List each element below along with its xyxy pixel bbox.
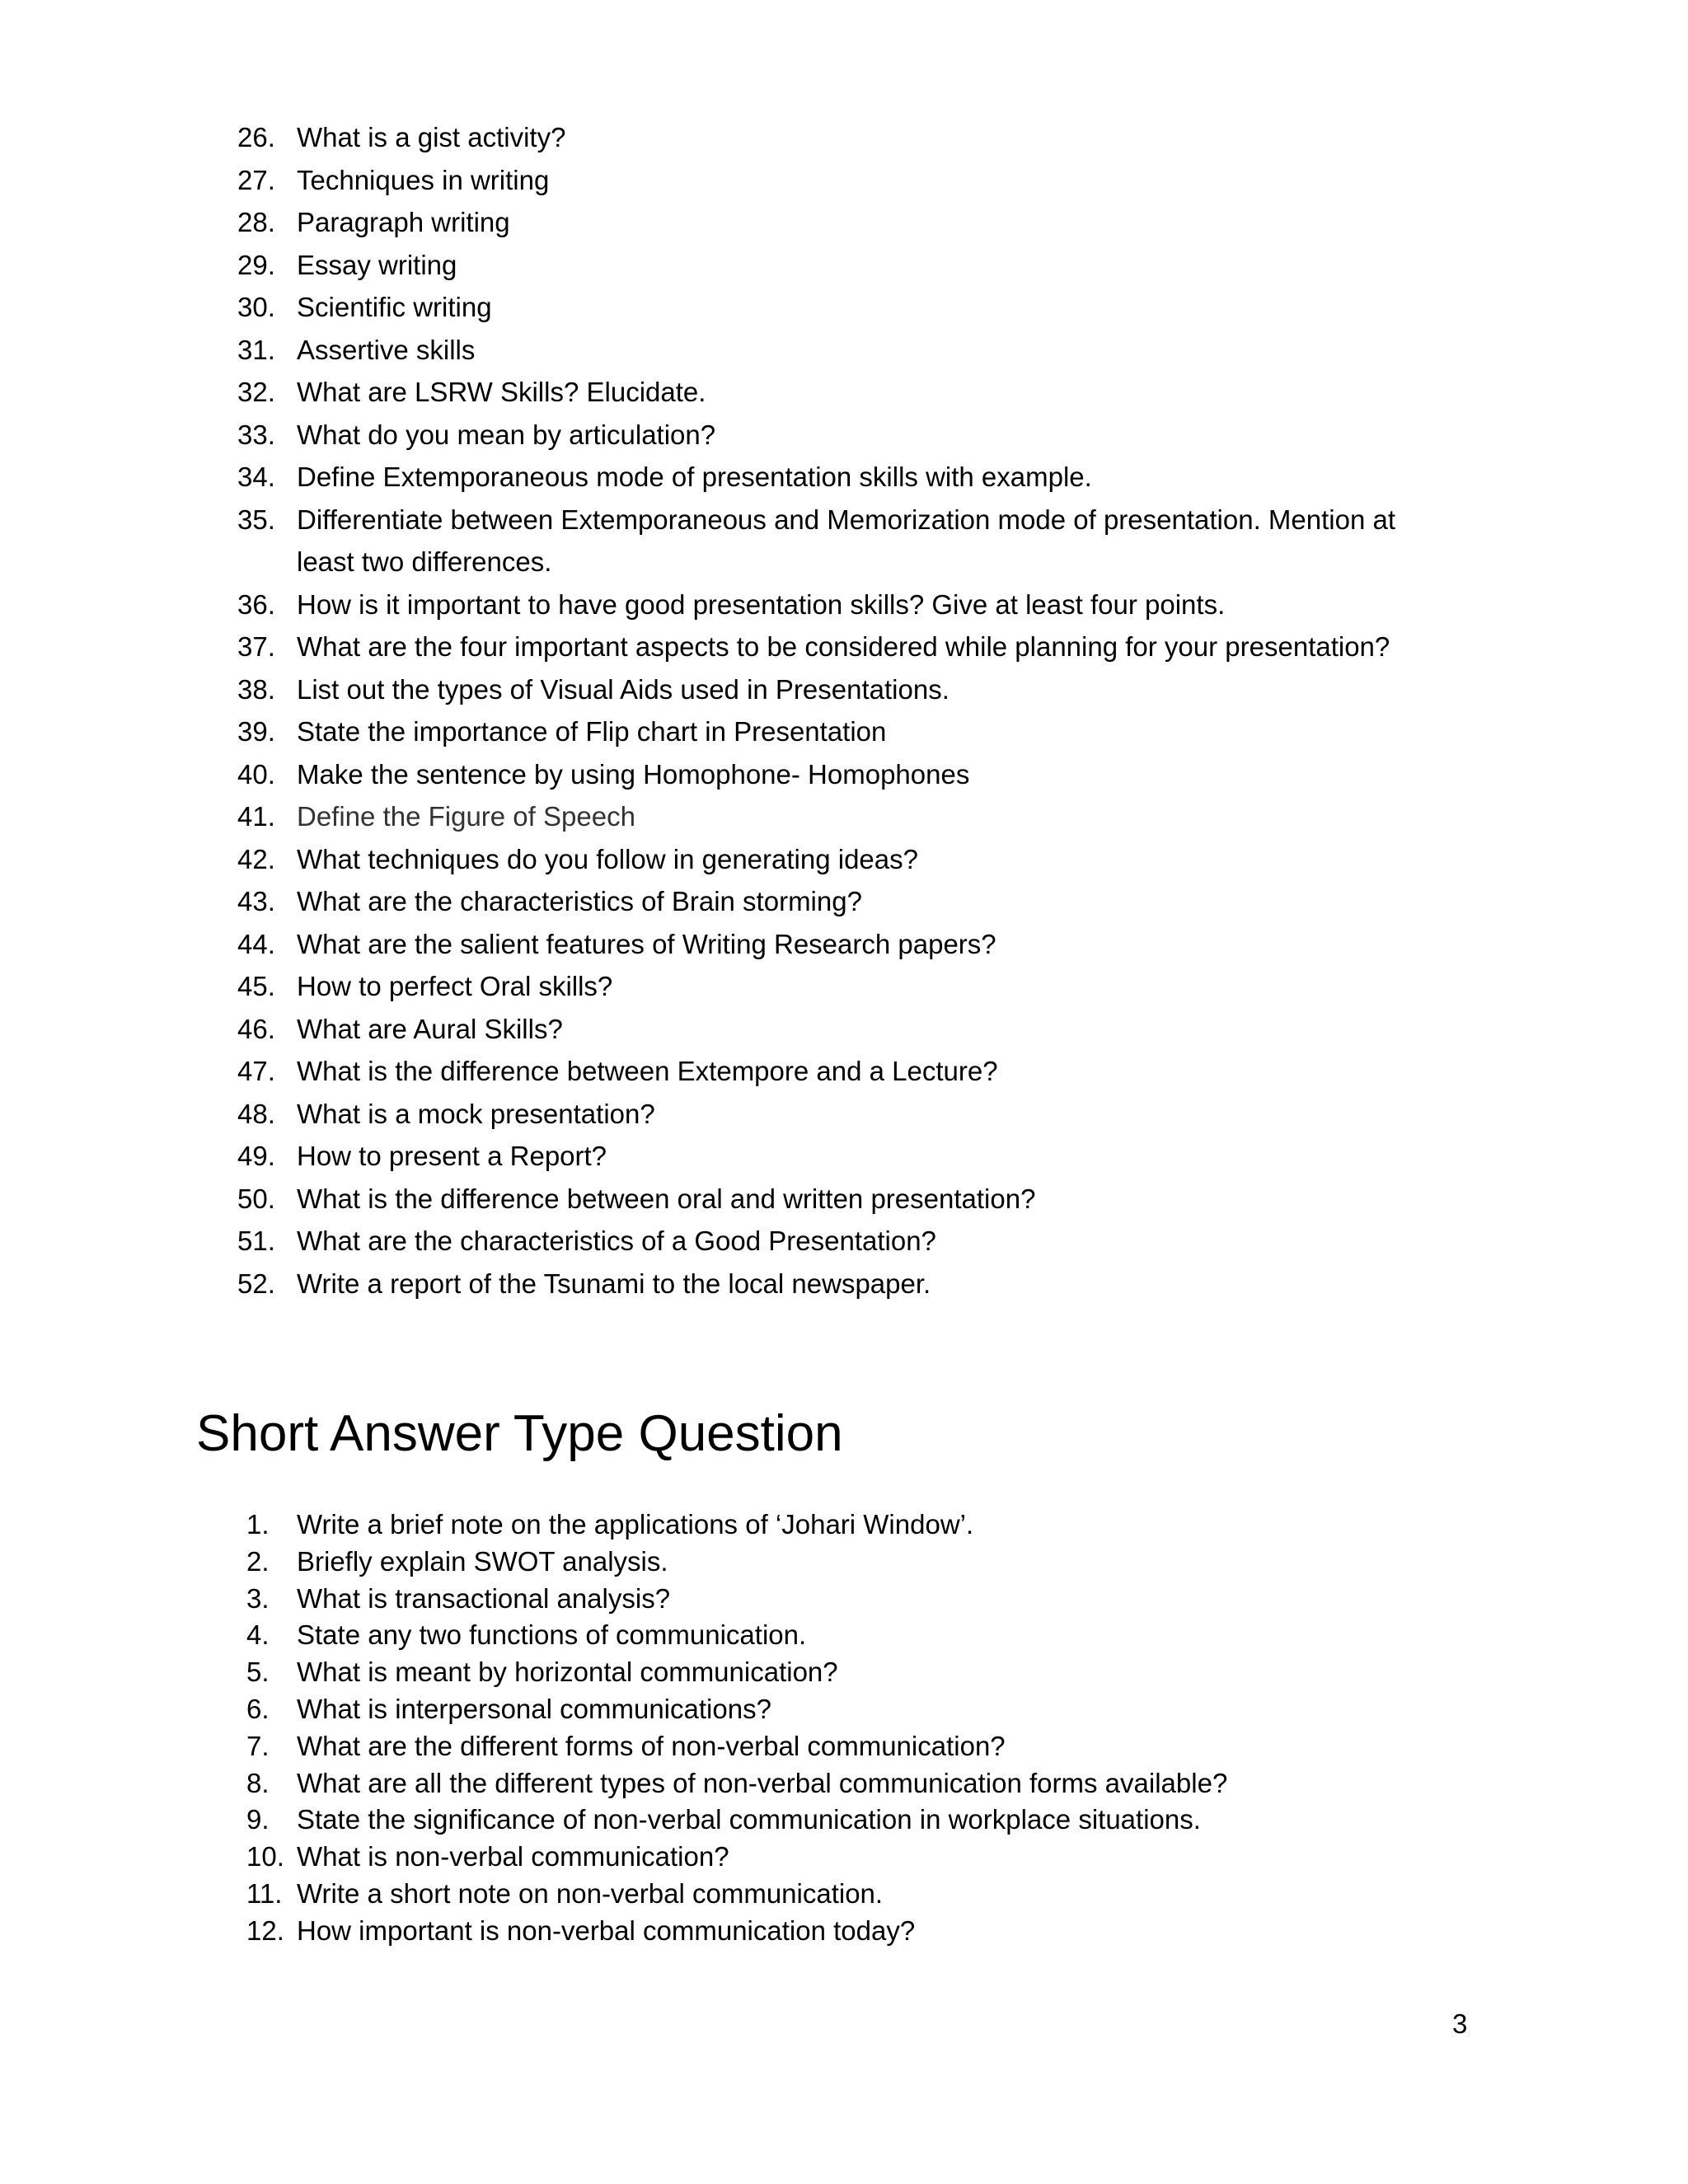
item-number: 52. xyxy=(237,1268,275,1299)
list-item xyxy=(237,159,1457,202)
list-item xyxy=(246,1507,1458,1544)
item-number: 12. xyxy=(246,1915,284,1946)
list-item xyxy=(237,201,1457,244)
item-text: Define the Figure of Speech xyxy=(297,801,635,832)
list-item xyxy=(237,116,1457,159)
item-text: What is the difference between oral and written presentation? xyxy=(297,1183,1036,1214)
list-item xyxy=(237,1008,1457,1051)
item-number: 40. xyxy=(237,758,275,790)
item-text: What are the four important aspects to be considered while planning for your presentation? xyxy=(297,631,1390,662)
list-item xyxy=(237,244,1457,287)
item-text: How to present a Report? xyxy=(297,1141,607,1171)
section-heading: Short Answer Type Question xyxy=(196,1405,843,1462)
item-text: Write a report of the Tsunami to the local newspaper. xyxy=(297,1268,931,1299)
item-number: 1. xyxy=(246,1509,270,1540)
item-text: What are the different forms of non-verbal communication? xyxy=(297,1730,1006,1761)
item-text: How to perfect Oral skills? xyxy=(297,971,613,1001)
item-text: List out the types of Visual Aids used in Presentations. xyxy=(297,673,950,705)
list-item xyxy=(246,1728,1458,1765)
page-number: 3 xyxy=(1452,2008,1468,2039)
list-item xyxy=(246,1876,1458,1913)
list-item xyxy=(237,1178,1457,1221)
item-number: 39. xyxy=(237,716,275,747)
item-number: 48. xyxy=(237,1098,275,1129)
item-number: 9. xyxy=(246,1804,270,1835)
item-number: 38. xyxy=(237,673,275,705)
item-number: 4. xyxy=(246,1619,270,1651)
list-item xyxy=(246,1544,1458,1581)
item-number: 45. xyxy=(237,971,275,1001)
item-number: 42. xyxy=(237,843,275,874)
item-text: What is the difference between Extempore and a Lecture? xyxy=(297,1056,998,1086)
list-item xyxy=(246,1654,1458,1691)
item-text: Assertive skills xyxy=(297,334,476,365)
item-number: 37. xyxy=(237,631,275,662)
item-number: 6. xyxy=(246,1693,270,1724)
list-item xyxy=(237,965,1457,1008)
item-text: Make the sentence by using Homophone- Homophones xyxy=(297,758,970,790)
item-text: What is a mock presentation? xyxy=(297,1098,655,1129)
item-text: What is a gist activity? xyxy=(297,122,566,152)
item-text: Essay writing xyxy=(297,249,457,280)
item-text: How is it important to have good presentation skills? Give at least four points. xyxy=(297,588,1226,620)
item-number: 50. xyxy=(237,1183,275,1214)
item-number: 28. xyxy=(237,207,275,237)
item-text: State any two functions of communication. xyxy=(297,1619,807,1651)
item-text: Write a brief note on the applications of ‘Johari Window’. xyxy=(297,1509,974,1540)
item-text: What techniques do you follow in generating ideas? xyxy=(297,843,918,874)
item-text: Scientific writing xyxy=(297,292,492,322)
list-item xyxy=(246,1913,1458,1950)
item-number: 49. xyxy=(237,1141,275,1171)
item-text: What are all the different types of non-verbal communication forms available? xyxy=(297,1767,1228,1798)
list-item xyxy=(237,414,1457,457)
item-text: What are the salient features of Writing Research papers? xyxy=(297,928,996,959)
list-item xyxy=(237,499,1457,583)
list-item xyxy=(237,1263,1457,1305)
item-text: Paragraph writing xyxy=(297,207,510,237)
item-text: What is non-verbal communication? xyxy=(297,1841,729,1872)
item-number: 2. xyxy=(246,1545,270,1577)
item-text: State the significance of non-verbal communication in workplace situations. xyxy=(297,1804,1201,1835)
list-item xyxy=(237,710,1457,753)
item-number: 30. xyxy=(237,292,275,322)
list-item xyxy=(237,923,1457,966)
list-item xyxy=(237,1050,1457,1093)
item-text: Write a short note on non-verbal communication. xyxy=(297,1877,884,1909)
item-text: How important is non-verbal communication today? xyxy=(297,1915,916,1946)
list-item xyxy=(237,286,1457,329)
list-item xyxy=(246,1839,1458,1876)
item-text: Differentiate between Extemporaneous and Memorization mode of presentation. Mention at least two differences. xyxy=(297,504,1396,577)
item-text: What are LSRW Skills? Elucidate. xyxy=(297,377,706,407)
list-item xyxy=(246,1581,1458,1618)
item-number: 32. xyxy=(237,377,275,407)
item-number: 35. xyxy=(237,504,275,535)
item-text: What is transactional analysis? xyxy=(297,1582,671,1614)
item-number: 7. xyxy=(246,1730,270,1761)
item-text: What is interpersonal communications? xyxy=(297,1693,771,1724)
item-number: 43. xyxy=(237,886,275,916)
item-number: 41. xyxy=(237,801,275,832)
item-number: 3. xyxy=(246,1582,270,1614)
list-item xyxy=(237,1135,1457,1178)
item-number: 47. xyxy=(237,1056,275,1086)
list-item xyxy=(237,583,1457,626)
item-text: Briefly explain SWOT analysis. xyxy=(297,1545,668,1577)
item-text: Techniques in writing xyxy=(297,164,550,195)
list-item xyxy=(246,1691,1458,1728)
list-item xyxy=(246,1802,1458,1839)
item-text: State the importance of Flip chart in Presentation xyxy=(297,716,887,747)
short-question-list xyxy=(246,1507,1458,1950)
item-text: What is meant by horizontal communication? xyxy=(297,1657,838,1688)
list-item xyxy=(246,1765,1458,1802)
item-text: What are Aural Skills? xyxy=(297,1013,563,1044)
item-number: 27. xyxy=(237,164,275,195)
list-item xyxy=(237,626,1457,668)
list-item xyxy=(237,456,1457,499)
item-number: 11. xyxy=(246,1877,283,1909)
list-item xyxy=(237,795,1457,838)
list-item xyxy=(237,329,1457,372)
list-item xyxy=(237,1220,1457,1263)
item-number: 29. xyxy=(237,249,275,280)
list-item xyxy=(237,753,1457,796)
item-number: 36. xyxy=(237,588,275,620)
item-number: 10. xyxy=(246,1841,284,1872)
list-item xyxy=(246,1617,1458,1654)
item-text: What are the characteristics of Brain storming? xyxy=(297,886,862,916)
list-item xyxy=(237,668,1457,711)
list-item xyxy=(237,838,1457,881)
item-number: 8. xyxy=(246,1767,270,1798)
item-number: 46. xyxy=(237,1013,275,1044)
item-text: What are the characteristics of a Good Presentation? xyxy=(297,1226,936,1256)
list-item xyxy=(237,1093,1457,1136)
list-item xyxy=(237,371,1457,414)
item-number: 34. xyxy=(237,462,275,492)
item-number: 5. xyxy=(246,1657,270,1688)
item-number: 51. xyxy=(237,1226,275,1256)
item-number: 26. xyxy=(237,122,275,152)
item-number: 44. xyxy=(237,928,275,959)
item-number: 31. xyxy=(237,334,275,365)
item-text: What do you mean by articulation? xyxy=(297,419,716,450)
list-item xyxy=(237,880,1457,923)
item-text: Define Extemporaneous mode of presentation skills with example. xyxy=(297,462,1092,492)
long-question-list xyxy=(237,116,1457,1305)
item-number: 33. xyxy=(237,419,275,450)
